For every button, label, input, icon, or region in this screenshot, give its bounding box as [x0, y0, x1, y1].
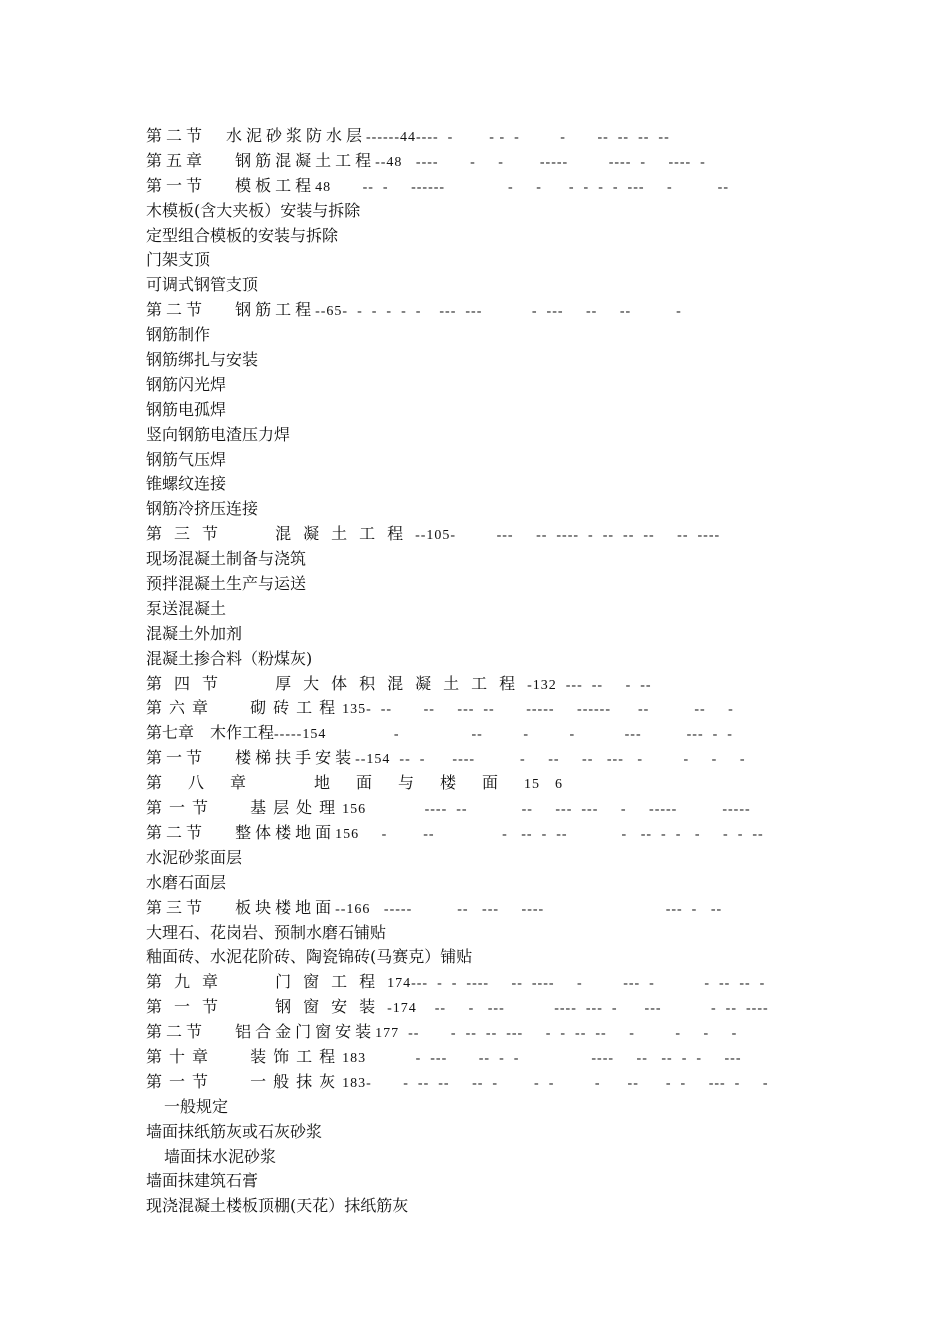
- toc-line: [146, 1020, 806, 1045]
- toc-entry-title: 钢筋冷挤压连接: [146, 499, 259, 519]
- toc-entry-title: 第二节 整体楼地面: [146, 822, 336, 842]
- toc-entry-title: 第一节 模板工程: [146, 175, 316, 195]
- toc-entry-title: 钢筋闪光焊: [146, 374, 227, 394]
- toc-entry-title: 第六章 砌砖工程: [146, 698, 343, 718]
- toc-entry-title: 钢筋制作: [146, 325, 211, 345]
- toc-entry-title: 第九章 门窗工程: [146, 972, 388, 992]
- toc-line: [146, 497, 806, 522]
- toc-entry-title: 可调式钢管支顶: [146, 275, 259, 295]
- toc-entry-page: -174 -- - --- ---- --- - --- - -- ----: [387, 1001, 769, 1017]
- toc-line: [146, 1120, 806, 1145]
- toc-entry-page: 48 -- - ------ - - - - - - --- - --: [315, 179, 729, 195]
- toc-line: [146, 696, 806, 721]
- toc-line: [146, 647, 806, 672]
- toc-entry-page: 15 6: [524, 777, 564, 793]
- toc-entry-title: 第一节 一般抹灰: [146, 1071, 343, 1091]
- toc-entry-title: 竖向钢筋电渣压力焊: [146, 424, 291, 444]
- toc-line: [146, 472, 806, 497]
- toc-entry-page: 174--- - - ---- -- ---- - --- - - -- -- -: [387, 976, 766, 992]
- toc-entry-title: 第十章 装饰工程: [146, 1046, 343, 1066]
- toc-entry-title: 现场混凝土制备与浇筑: [146, 549, 307, 569]
- toc-line: [146, 224, 806, 249]
- toc-line: [146, 970, 806, 995]
- toc-entry-title: 第一节 钢窗安装: [146, 997, 388, 1017]
- toc-line: [146, 1169, 806, 1194]
- toc-line: [146, 1145, 806, 1170]
- toc-entry-title: 第八章 地面与楼面: [146, 773, 525, 793]
- toc-entry-title: 第二节 钢筋工程: [146, 300, 316, 320]
- toc-line: [146, 622, 806, 647]
- toc-entry-page: --154 -- - ---- - -- -- --- - - - -: [355, 752, 746, 768]
- toc-entry-page: 183- - -- -- -- - - - - -- - - --- - -: [342, 1075, 769, 1091]
- toc-entry-title: 混凝土掺合料（粉煤灰): [146, 648, 313, 668]
- toc-entry-page: 156 ---- -- -- --- --- - ----- -----: [342, 802, 751, 818]
- toc-entry-title: 墙面抹水泥砂浆: [164, 1146, 277, 1166]
- toc-entry-title: 墙面抹纸筋灰或石灰砂浆: [146, 1121, 323, 1141]
- toc-line: [146, 348, 806, 373]
- toc-entry-title: 第一节 基层处理: [146, 798, 343, 818]
- toc-line: [146, 896, 806, 921]
- toc-line: [146, 423, 806, 448]
- toc-line: [146, 174, 806, 199]
- toc-line: [146, 273, 806, 298]
- toc-line: [146, 597, 806, 622]
- toc-entry-title: 第三节 板块楼地面: [146, 897, 336, 917]
- toc-entry-title: 预拌混凝土生产与运送: [146, 574, 307, 594]
- toc-entry-title: 大理石、花岗岩、预制水磨石铺贴: [146, 922, 387, 942]
- toc-line: [146, 796, 806, 821]
- toc-line: [146, 721, 806, 746]
- toc-line: [146, 149, 806, 174]
- toc-line: [146, 1095, 806, 1120]
- toc-line: [146, 199, 806, 224]
- toc-line: [146, 522, 806, 547]
- toc-line: [146, 124, 806, 149]
- toc-entry-page: --166 ----- -- --- ---- --- - --: [335, 901, 723, 917]
- toc-line: [146, 547, 806, 572]
- toc-entry-title: 门架支顶: [146, 250, 211, 270]
- toc-line: [146, 373, 806, 398]
- toc-line: [146, 572, 806, 597]
- toc-line: [146, 248, 806, 273]
- toc-entry-title: 墙面抹建筑石膏: [146, 1171, 259, 1191]
- toc-entry-title: 第四节 厚大体积混凝土工程: [146, 673, 528, 693]
- toc-line: [146, 871, 806, 896]
- toc-entry-title: 第二节 铝合金门窗安装: [146, 1022, 376, 1042]
- toc-line: [146, 771, 806, 796]
- toc-line: [146, 821, 806, 846]
- toc-line: [146, 746, 806, 771]
- toc-entry-title: 混凝土外加剂: [146, 623, 243, 643]
- toc-entry-page: --105- --- -- ---- - -- -- -- -- ----: [415, 528, 721, 544]
- table-of-contents: [146, 124, 806, 1219]
- toc-entry-title: 第二节 水泥砂浆防水层: [146, 126, 367, 145]
- toc-line: [146, 672, 806, 697]
- toc-entry-title: 锥螺纹连接: [146, 474, 227, 494]
- toc-entry-page: --65- - - - - - --- --- - --- -- -- -: [315, 304, 682, 320]
- toc-entry-page: 156 - -- - -- - -- - -- - - - - - --: [335, 826, 764, 842]
- toc-entry-title: 第五章 钢筋混凝土工程: [146, 150, 376, 170]
- toc-entry-title: 第三节 混凝土工程: [146, 524, 416, 544]
- toc-entry-title: 一般规定: [164, 1096, 229, 1116]
- toc-entry-page: -----154 - -- - - --- --- - -: [274, 727, 733, 743]
- toc-entry-page: 135- -- -- --- -- ----- ------ -- -- -: [342, 702, 734, 718]
- toc-entry-title: 泵送混凝土: [146, 598, 227, 618]
- toc-entry-page: ------44---- - - - - - -- -- -- --: [366, 130, 670, 145]
- toc-line: [146, 945, 806, 970]
- toc-entry-title: 定型组合模板的安装与拆除: [146, 225, 339, 245]
- toc-entry-title: 钢筋绑扎与安装: [146, 350, 259, 370]
- toc-line: [146, 995, 806, 1020]
- toc-entry-page: --48 ---- - - ----- ---- - ---- -: [375, 154, 706, 170]
- toc-line: [146, 921, 806, 946]
- toc-entry-page: 177 -- - -- -- --- - - -- -- - - - -: [375, 1026, 738, 1042]
- toc-entry-title: 现浇混凝土楼板顶棚(天花）抹纸筋灰: [146, 1196, 409, 1216]
- toc-entry-title: 釉面砖、水泥花阶砖、陶瓷锦砖(马赛克）铺贴: [146, 947, 473, 967]
- toc-entry-title: 第一节 楼梯扶手安装: [146, 748, 356, 768]
- toc-entry-title: 钢筋气压焊: [146, 449, 227, 469]
- toc-line: [146, 323, 806, 348]
- toc-line: [146, 846, 806, 871]
- toc-line: [146, 1194, 806, 1219]
- toc-entry-title: 木模板(含大夹板）安装与拆除: [146, 200, 361, 220]
- toc-entry-title: 第七章 木作工程: [146, 723, 275, 743]
- toc-entry-title: 水磨石面层: [146, 872, 227, 892]
- toc-entry-page: -132 --- -- - --: [527, 677, 652, 693]
- toc-entry-title: 水泥砂浆面层: [146, 847, 243, 867]
- toc-entry-title: 钢筋电孤焊: [146, 399, 227, 419]
- toc-entry-page: 183 - --- -- - - ---- -- -- - - ---: [342, 1050, 742, 1066]
- toc-line: [146, 298, 806, 323]
- toc-line: [146, 398, 806, 423]
- toc-line: [146, 448, 806, 473]
- toc-line: [146, 1045, 806, 1070]
- toc-line: [146, 1070, 806, 1095]
